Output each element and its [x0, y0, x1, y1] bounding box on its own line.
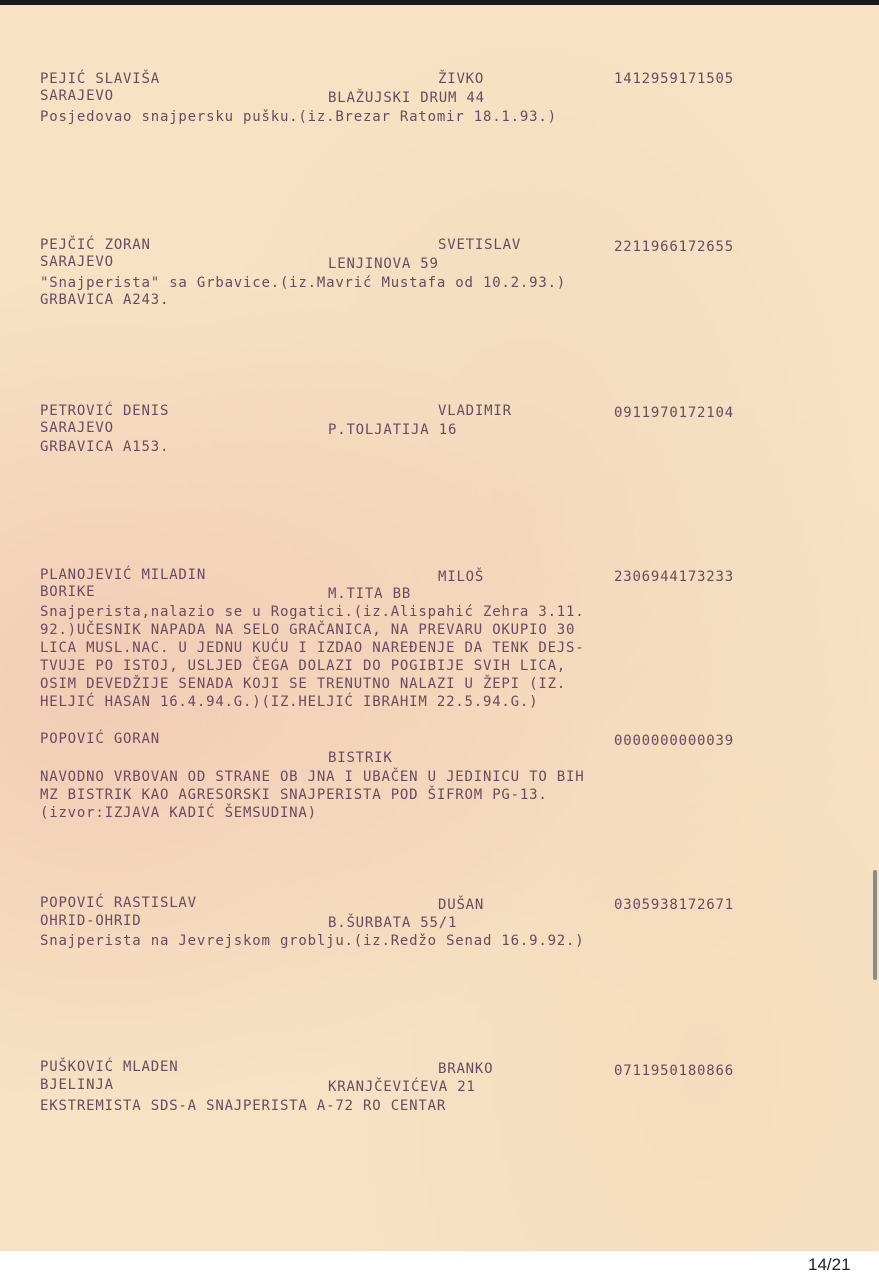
scrollbar[interactable] — [873, 870, 877, 980]
record-note: Posjedovao snajpersku pušku.(iz.Brezar Ratomir 18.1.93.) — [40, 109, 557, 125]
record-note: OSIM DEVEDŽIJE SENADA KOJI SE TRENUTNO NALAZI U ŽEPI (IZ. — [40, 676, 567, 692]
record-jmbg: 0711950180866 — [614, 1063, 734, 1079]
record-father: ŽIVKO — [438, 71, 485, 87]
record-address: M.TITA BB — [328, 586, 412, 602]
record-father: BRANKO — [438, 1061, 494, 1077]
record-name: PEJČIĆ ZORAN — [40, 237, 151, 253]
record-jmbg: 0000000000039 — [614, 733, 734, 749]
record-note: NAVODNO VRBOVAN OD STRANE OB JNA I UBAČEN U JEDINICU TO BIH — [40, 769, 585, 785]
record-father: VLADIMIR — [438, 403, 512, 419]
record-city: SARAJEVO — [40, 88, 114, 104]
record-note: Snajperista na Jevrejskom groblju.(iz.Redžo Senad 16.9.92.) — [40, 933, 585, 949]
record-note: GRBAVICA A153. — [40, 439, 170, 455]
record-city: SARAJEVO — [40, 254, 114, 270]
record-note: LICA MUSL.NAC. U JEDNU KUĆU I IZDAO NAREĐENJE DA TENK DEJS- — [40, 640, 585, 656]
record-jmbg: 0911970172104 — [614, 405, 734, 421]
record-address: KRANJČEVIĆEVA 21 — [328, 1079, 476, 1095]
record-note: TVUJE PO ISTOJ, USLJED ČEGA DOLAZI DO POGIBIJE SVIH LICA, — [40, 658, 567, 674]
record-name: PETROVIĆ DENIS — [40, 403, 170, 419]
record-jmbg: 2306944173233 — [614, 569, 734, 585]
record-name: PEJIĆ SLAVIŠA — [40, 71, 160, 87]
record-address: LENJINOVA 59 — [328, 256, 439, 272]
record-city: BJELINJA — [40, 1077, 114, 1093]
record-name: PUŠKOVIĆ MLADEN — [40, 1059, 179, 1075]
record-father: SVETISLAV — [438, 237, 522, 253]
record-address: P.TOLJATIJA 16 — [328, 422, 458, 438]
document-page — [0, 5, 879, 1251]
record-city: BORIKE — [40, 584, 96, 600]
record-city: SARAJEVO — [40, 420, 114, 436]
record-note: GRBAVICA A243. — [40, 292, 170, 308]
record-note: HELJIĆ HASAN 16.4.94.G.)(IZ.HELJIĆ IBRAHIM 22.5.94.G.) — [40, 694, 539, 710]
record-note: 92.)UČESNIK NAPADA NA SELO GRAČANICA, NA PREVARU OKUPIO 30 — [40, 622, 576, 638]
record-note: Snajperista,nalazio se u Rogatici.(iz.Alispahić Zehra 3.11. — [40, 604, 585, 620]
record-father: DUŠAN — [438, 897, 485, 913]
record-jmbg: 0305938172671 — [614, 897, 734, 913]
record-city: OHRID-OHRID — [40, 913, 142, 929]
record-address: B.ŠURBATA 55/1 — [328, 915, 458, 931]
page-number: 14/21 — [808, 1255, 851, 1274]
record-address: BISTRIK — [328, 750, 393, 766]
record-name: PLANOJEVIĆ MILADIN — [40, 567, 207, 583]
record-address: BLAŽUJSKI DRUM 44 — [328, 90, 485, 106]
record-jmbg: 1412959171505 — [614, 71, 734, 87]
record-name: POPOVIĆ RASTISLAV — [40, 895, 197, 911]
record-note: (izvor:IZJAVA KADIĆ ŠEMSUDINA) — [40, 805, 317, 821]
record-note: MZ BISTRIK KAO AGRESORSKI SNAJPERISTA POD ŠIFROM PG-13. — [40, 787, 548, 803]
record-name: POPOVIĆ GORAN — [40, 731, 160, 747]
record-note: "Snajperista" sa Grbavice.(iz.Mavrić Mustafa od 10.2.93.) — [40, 275, 567, 291]
record-father: MILOŠ — [438, 569, 485, 585]
record-note: EKSTREMISTA SDS-A SNAJPERISTA A-72 RO CENTAR — [40, 1098, 447, 1114]
record-jmbg: 2211966172655 — [614, 239, 734, 255]
